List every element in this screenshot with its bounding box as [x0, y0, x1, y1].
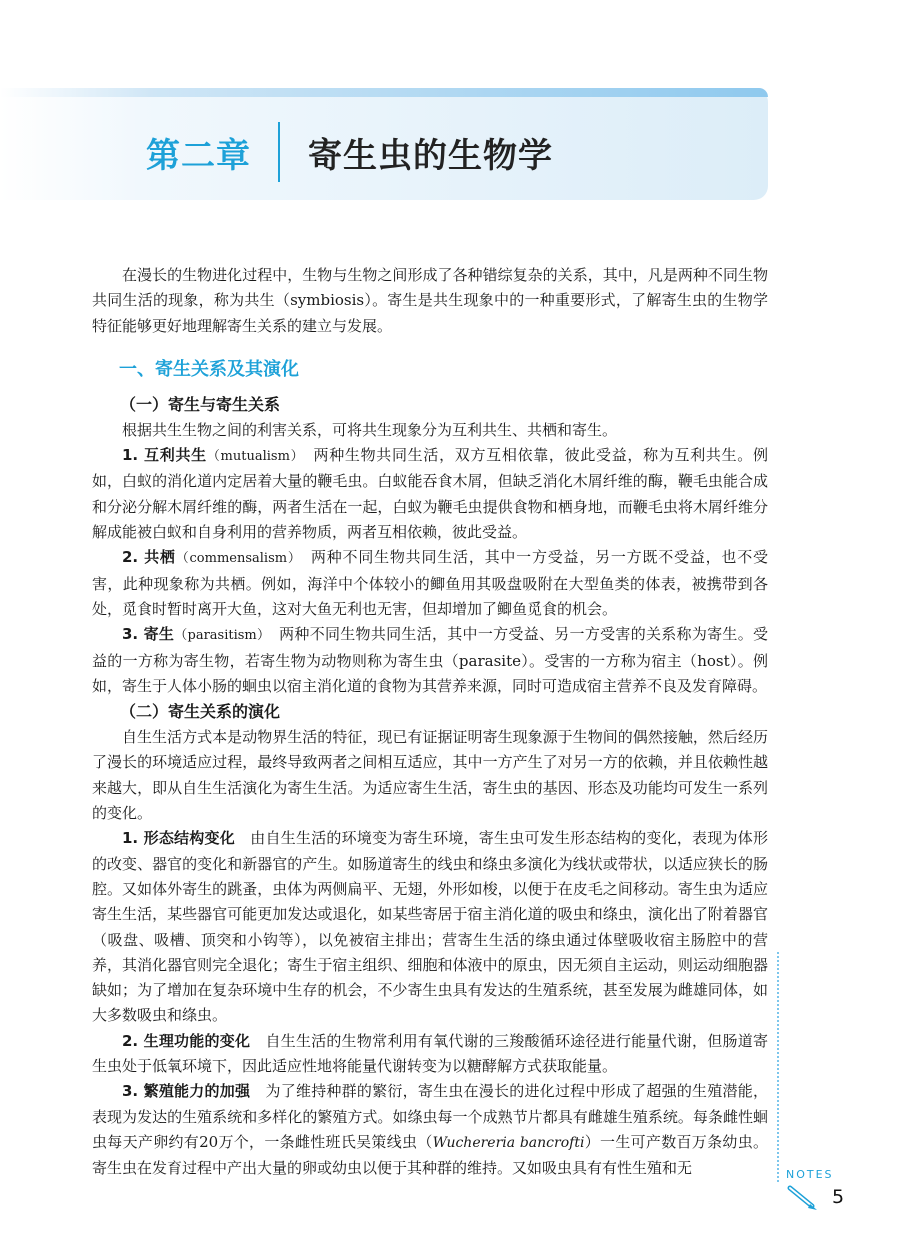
paragraph: 自生生活方式本是动物界生活的特征，现已有证据证明寄生现象源于生物间的偶然接触，然后经历了漫长的环境适应过程，最终导致两者之间相互适应，其中一方产生了对另一方的依赖，并且依赖性越来越大，即从自生生活演化为寄生生活。为适应寄生生活，寄生虫的基因、形态及功能均可发生一系列的变化。 — [92, 728, 768, 823]
paragraph-morphology — [92, 826, 768, 1028]
item-title: 2. 共栖 — [122, 548, 176, 567]
paragraph-mutualism — [92, 443, 768, 545]
item-text: 两种不同生物共同生活，其中一方受益、另一方受害的关系称为寄生。受益的一方称为寄生物，若寄生物为动物则称为寄生虫（parasite）。受害的一方称为宿主（host）。例如，寄生于人体小肠的蛔虫以宿主消化道的食物为其营养来源，同时可造成宿主营养不良及发育障碍。 — [92, 625, 768, 695]
main-content — [92, 263, 768, 1182]
item-term: （mutualism） — [206, 449, 298, 465]
item-text: 两种不同生物共同生活，其中一方受益，另一方既不受益，也不受害，此种现象称为共栖。例如，海洋中个体较小的鲫鱼用其吸盘吸附在大型鱼类的体表，被携带到各处，觅食时暂时离开大鱼，这对大鱼无利也无害，但却增加了鲫鱼觅食的机会。 — [92, 548, 768, 618]
item-title: 2. 生理功能的变化 — [122, 1031, 251, 1050]
paragraph-reproduction — [92, 1079, 768, 1181]
species-name: Wuchereria bancrofti — [432, 1134, 585, 1151]
paragraph: 根据共生生物之间的利害关系，可将共生现象分为互利共生、共栖和寄生。 — [122, 420, 618, 439]
paragraph-commensalism — [92, 545, 768, 622]
subsection-heading: （二）寄生关系的演化 — [120, 702, 281, 722]
item-title: 3. 繁殖能力的加强 — [122, 1082, 251, 1101]
intro-paragraph: 在漫长的生物进化过程中，生物与生物之间形成了各种错综复杂的关系，其中，凡是两种不同生物共同生活的现象，称为共生（symbiosis）。寄生是共生现象中的一种重要形式，了解寄生虫的生物学特征能够更好地理解寄生关系的建立与发展。 — [92, 266, 768, 335]
notes-margin-line — [777, 952, 779, 1182]
item-title: 3. 寄生 — [122, 625, 175, 644]
item-text: 两种生物共同生活，双方互相依靠，彼此受益，称为互利共生。例如，白蚁的消化道内定居着大量的鞭毛虫。白蚁能吞食木屑，但缺乏消化木屑纤维的酶，鞭毛虫能合成和分泌分解木屑纤维的酶，两者生活在一起，白蚁为鞭毛虫提供食物和栖身地，而鞭毛虫将木屑纤维分解成能被白蚁和自身利用的营养物质，两者互相依赖，彼此受益。 — [92, 446, 768, 542]
item-term: （commensalism） — [175, 551, 296, 567]
page-number: 5 — [832, 1186, 845, 1208]
item-text: 为了维持种群的繁衍，寄生虫在漫长的进化过程中形成了超强的生殖潜能，表现为发达的生殖系统和多样化的繁殖方式。如绦虫每一个成熟节片都具有雌雄生殖系统。每条雌性蛔虫每天产卵约有20万个，一条雌性班氏吴策线虫（ — [92, 1082, 768, 1151]
paragraph-physiology — [92, 1029, 768, 1080]
item-text: 由自生生活的环境变为寄生环境，寄生虫可发生形态结构的变化，表现为体形的改变、器官的变化和新器官的产生。如肠道寄生的线虫和绦虫多演化为线状或带状，以适应狭长的肠腔。又如体外寄生的跳蚤，虫体为两侧扁平、无翅，外形如梭，以便于在皮毛之间移动。寄生虫为适应寄生生活，某些器官可能更加发达或退化，如某些寄居于宿主消化道的吸虫和绦虫，演化出了附着器官（吸盘、吸槽、顶突和小钩等），以免被宿主排出；营寄生生活的绦虫通过体壁吸收宿主肠腔中的营养，其消化器官则完全退化；寄生于宿主组织、细胞和体液中的原虫，因无须自主运动，则运动细胞器缺如；为了增加在复杂环境中生存的机会，不少寄生虫具有发达的生殖系统，甚至发展为雌雄同体，如大多数吸虫和绦虫。 — [92, 829, 768, 1025]
pencil-icon — [786, 1184, 820, 1212]
item-text: 自生生活的生物常利用有氧代谢的三羧酸循环途径进行能量代谢，但肠道寄生虫处于低氧环境下，因此适应性地将能量代谢转变为以糖酵解方式获取能量。 — [92, 1031, 768, 1076]
paragraph-parasitism — [92, 622, 768, 699]
chapter-number: 第二章 — [146, 136, 251, 176]
chapter-divider — [278, 122, 280, 182]
item-text: ）一生可产数百万条幼虫。寄生虫在发育过程中产出大量的卵或幼虫以便于其种群的维持。又如吸虫具有有性生殖和无 — [92, 1132, 768, 1178]
item-title: 1. 形态结构变化 — [122, 829, 235, 848]
notes-label: NOTES — [786, 1168, 834, 1181]
item-title: 1. 互利共生 — [122, 446, 207, 465]
item-term: （parasitism） — [174, 628, 264, 644]
subsection-heading: （一）寄生与寄生关系 — [120, 394, 281, 414]
section-heading: 一、寄生关系及其演化 — [119, 358, 299, 380]
chapter-title: 寄生虫的生物学 — [308, 136, 553, 176]
chapter-banner-top-bar — [0, 88, 768, 97]
